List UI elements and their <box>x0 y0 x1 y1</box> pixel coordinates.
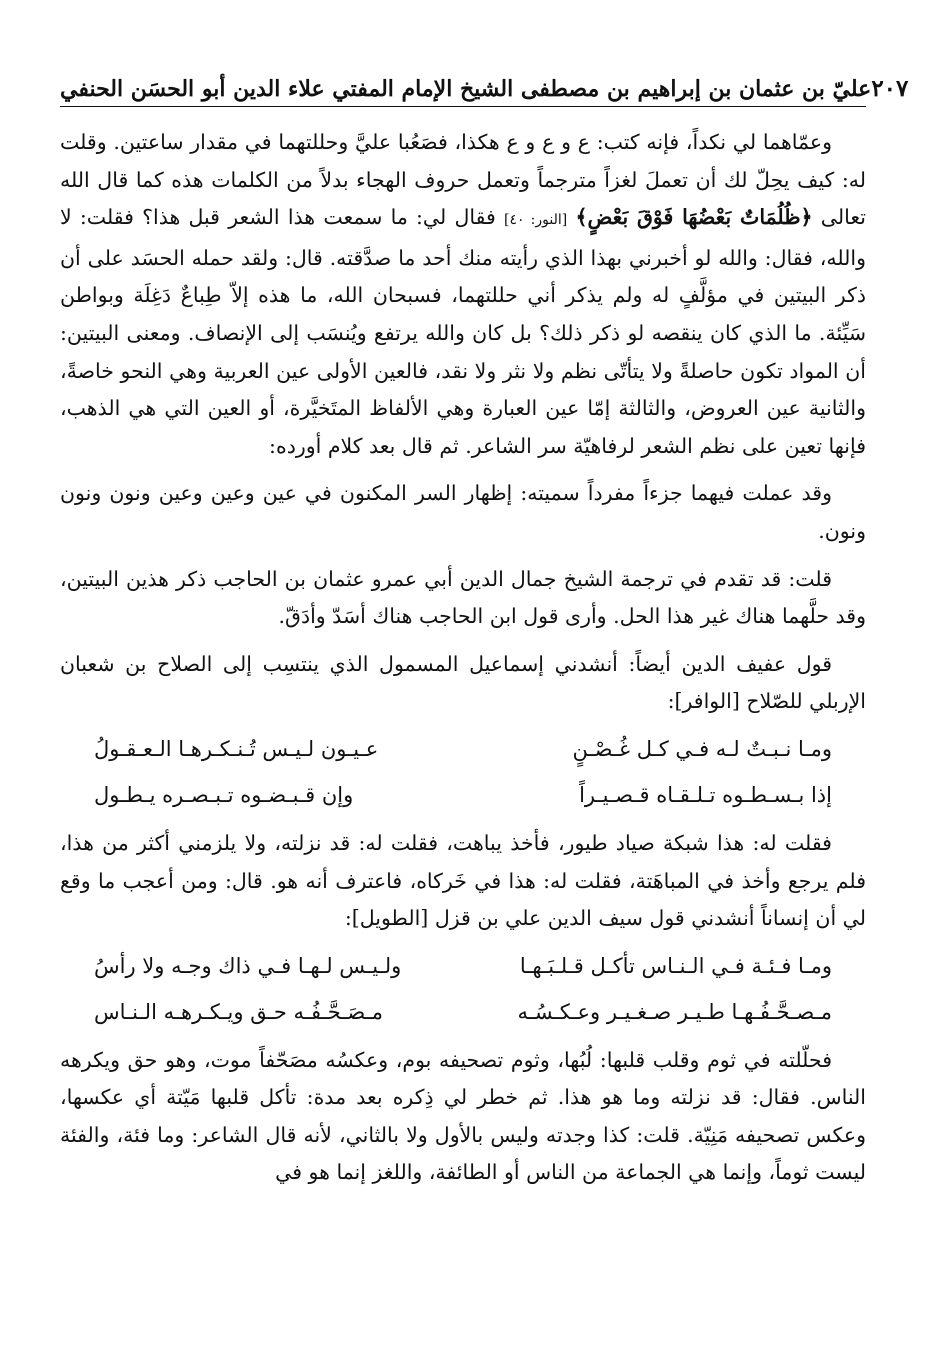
verse-first-hemistich: ومـا فـئـة فـي الـنـاس تأكـل قـلـبَـهـا <box>519 953 832 978</box>
verse-first-hemistich: مـصـحَّـفُـهـا طـيـر صـغـيـر وعـكـسُـه <box>517 999 832 1024</box>
paragraph-3: قلت: قد تقدم في ترجمة الشيخ جمال الدين أبي عمرو عثمان بن الحاجب ذكر هذين البيتين، وقد حلَّهما هناك غير هذا الحل. وأرى قول ابن الحاجب هناك أسَدّ وأدَقّ. <box>60 566 866 629</box>
quran-reference: [النور: ٤٠] <box>504 212 568 229</box>
paragraph-1-rest: فقال لي: ما سمعت هذا الشعر قبل هذا؟ فقلت: لا والله، فقال: والله لو أخبرني بهذا الذي رأيته منك أحد ما صدَّقته. قال: ولقد حمله الحسَد على أن ذكر البيتين في مؤلَّفٍ له ولم يذكر أني حللتهما، فسبحان الله، ما هذه إلاّ طِباعٌ دَغِلَة وبواطن سَيِّئة. ما الذي كان ينقصه لو ذكر ذلك؟ بل كان والله يرتفع ويُنسَب إلى الإنصاف. ومعنى البيتين: أن المواد تكون حاصلةً ولا يتأتّى نظم ولا نثر ولا نقد، فالعين الأولى عين العربية وهي النحو خاصةً، والثانية عين العروض، والثالثة إمّا عين العبارة وهي الألفاظ المتَخيَّرة، أو العين التي هي الذهب، فإنها تعين على نظم الشعر لرفاهيّة سر الشاعر. ثم قال بعد كلام أورده: <box>60 205 866 458</box>
page-number: ٢٠٧ <box>871 75 909 102</box>
paragraph-6: فحلّلته في ثوم وقلب قلبها: لُبُها، وثوم تصحيفه بوم، وعكسُه مصَحّفاً موت، وهو حق ويكرهه الناس. فقال: قد نزلته وما هو هذا. ثم خطر لي ذِكره بعد مدة: تأكل قلبها مَيّتة أي عكسها، وعكس تصحيفه مَنِيّة. قلت: كذا وجدته وليس بالأول ولا بالثاني، لأنه قال الشاعر: وما فئة، والفئة ليست ثوماً، وإنما هي الجماعة من الناس أو الطائفة، واللغز إنما هو في <box>60 1047 866 1185</box>
paragraph-4: قول عفيف الدين أيضاً: أنشدني إسماعيل المسمول الذي ينتسِب إلى الصلاح بن شعبان الإربلي للصّلاح [الوافر]: <box>60 651 866 714</box>
paragraph-1-text: وعمّاهما لي نكداً، فإنه كتب: ع و ع و ع هكذا، فصَعُبا عليَّ وحللتهما في مقدار ساعتين. وقلت له: كيف يحِلّ لك أن تعملَ لغزاً مترجماً وتعمل حروف الهجاء بدلاً من الكلمات هذه كما قال الله تعالى <box>60 130 866 230</box>
paragraph-5: فقلت له: هذا شبكة صياد طيور، فأخذ يباهت، فقلت له: قد نزلته، ولا يلزمني أكثر من هذا، فلم يرجع وأخذ في المباهَتة، فقلت له: هذا في خَركاه، فاعترف أنه هو. قال: ومن أعجب ما وقع لي أن إنساناً أنشدني قول سيف الدين علي بن قزل [الطويل]: <box>60 830 866 931</box>
poem-tawil <box>60 946 866 1032</box>
poem-wafir <box>60 729 866 815</box>
verse-first-hemistich: ومـا نـبـتٌ لـه فـي كـل غُـصْـنٍ <box>572 736 832 761</box>
verse-line <box>60 729 866 769</box>
running-header <box>60 60 909 102</box>
verse-first-hemistich: إذا بـسـطـوه تـلـقـاه قـصـيـراً <box>579 782 832 807</box>
verse-line <box>60 946 866 986</box>
verse-second-hemistich: عـيـون لـيـس تُـنـكـرهـا الـعـقـولُ <box>94 736 379 761</box>
verse-second-hemistich: ولـيـس لـهـا فـي ذاك وجـه ولا رأسُ <box>94 953 402 978</box>
paragraph-1 <box>60 124 866 465</box>
verse-second-hemistich: مـصَـحَّـفُـه حـق ويـكـرهـه الـنـاس <box>94 999 384 1024</box>
verse-line <box>60 992 866 1032</box>
verse-line <box>60 775 866 815</box>
quran-quote: ﴿ظُلُمَاتٌ بَعْضُهَا فَوْقَ بَعْضٍ﴾ <box>575 205 813 230</box>
verse-second-hemistich: وإن قـبـضـوه تـبـصـره يـطـول <box>94 782 354 807</box>
header-title: عليّ بن عثمان بن إبراهيم بن مصطفى الشيخ الإمام المفتي علاء الدين أبو الحسَن الحنفي <box>60 76 872 102</box>
header-rule <box>60 106 866 107</box>
paragraph-2: وقد عملت فيهما جزءاً مفرداً سميته: إظهار السر المكنون في عين وعين وعين ونون ونون ونون. <box>60 481 866 543</box>
page-body <box>60 124 866 1202</box>
